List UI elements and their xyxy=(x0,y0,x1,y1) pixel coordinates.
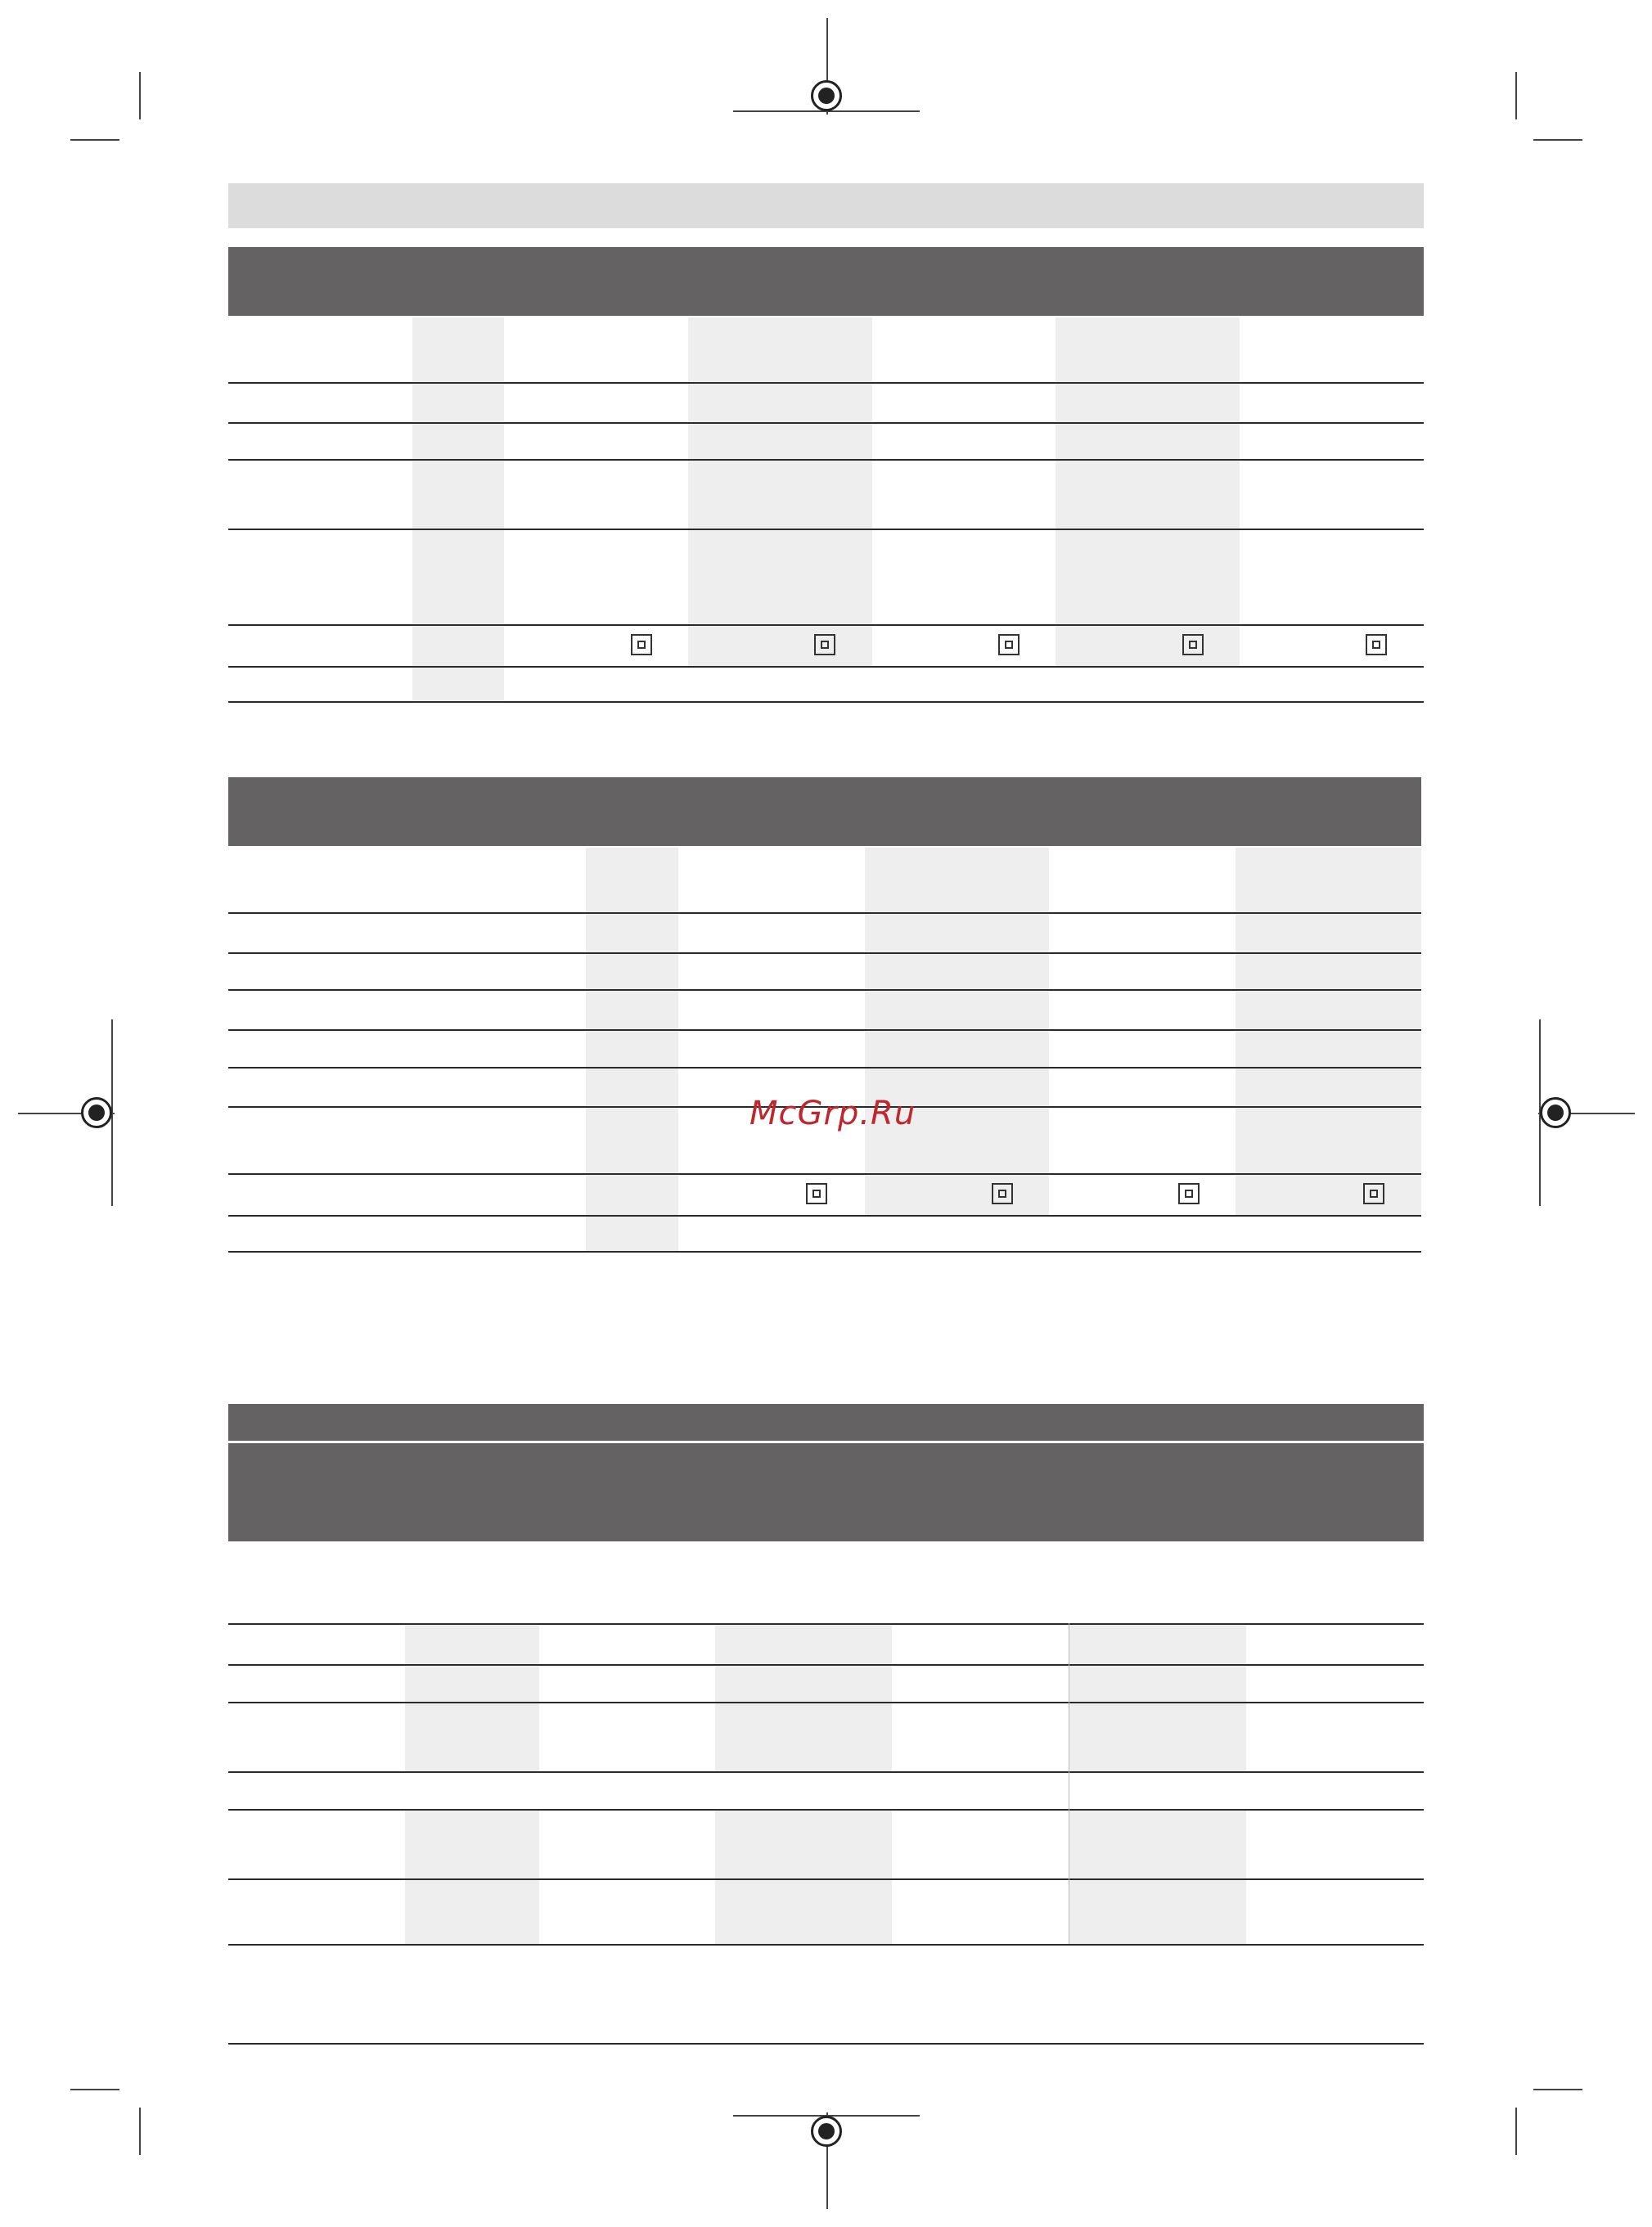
row-divider xyxy=(228,1623,1424,1625)
row-divider xyxy=(228,624,1424,626)
row-divider xyxy=(228,1771,1424,1773)
shaded-column xyxy=(405,1811,539,1945)
shaded-column xyxy=(865,848,1049,1216)
registration-mark-icon xyxy=(811,80,842,111)
registration-mark-icon xyxy=(811,2116,842,2147)
protection-class-ii-icon xyxy=(631,634,652,655)
protection-class-ii-icon xyxy=(1182,634,1204,655)
protection-class-ii-icon xyxy=(992,1183,1013,1204)
row-divider xyxy=(228,529,1424,530)
row-divider xyxy=(228,952,1421,954)
shaded-column xyxy=(715,1625,892,1772)
registration-mark-icon xyxy=(1540,1097,1571,1128)
row-divider xyxy=(228,1878,1424,1880)
row-divider xyxy=(228,1029,1421,1031)
row-divider xyxy=(228,1173,1421,1175)
row-divider xyxy=(228,382,1424,384)
crop-mark xyxy=(139,72,141,119)
table-header-lower xyxy=(228,1443,1424,1541)
shaded-column xyxy=(412,317,504,702)
shaded-column xyxy=(715,1811,892,1945)
registration-mark-icon xyxy=(81,1097,112,1128)
crop-mark xyxy=(1515,72,1517,119)
shaded-column xyxy=(1069,1625,1246,1772)
crop-mark xyxy=(70,139,119,141)
row-divider xyxy=(228,701,1424,703)
protection-class-ii-icon xyxy=(814,634,835,655)
watermark: McGrp.Ru xyxy=(749,1095,916,1132)
row-divider xyxy=(228,1215,1421,1217)
row-divider xyxy=(228,422,1424,424)
table-header xyxy=(228,247,1424,316)
protection-class-ii-icon xyxy=(998,634,1020,655)
row-divider xyxy=(228,459,1424,461)
table-header-upper xyxy=(228,1404,1424,1441)
protection-class-ii-icon xyxy=(1366,634,1387,655)
crop-mark xyxy=(1515,2108,1517,2155)
row-divider xyxy=(228,1067,1421,1069)
crop-mark xyxy=(139,2108,141,2155)
row-divider xyxy=(228,2043,1424,2045)
row-divider xyxy=(228,912,1421,914)
header-band xyxy=(228,183,1424,228)
protection-class-ii-icon xyxy=(1363,1183,1384,1204)
crop-mark xyxy=(70,2089,119,2090)
row-divider xyxy=(228,1809,1424,1811)
row-divider xyxy=(228,666,1424,668)
shaded-column xyxy=(405,1625,539,1772)
protection-class-ii-icon xyxy=(806,1183,827,1204)
shaded-column xyxy=(1056,317,1240,666)
crop-mark xyxy=(1533,139,1582,141)
shaded-column xyxy=(688,317,872,666)
shaded-column xyxy=(586,848,678,1252)
row-divider xyxy=(228,1251,1421,1253)
table-header xyxy=(228,777,1421,846)
shaded-column xyxy=(1069,1811,1246,1945)
protection-class-ii-icon xyxy=(1178,1183,1200,1204)
crop-mark xyxy=(1533,2089,1582,2090)
row-divider xyxy=(228,989,1421,991)
shaded-column xyxy=(1236,848,1421,1216)
row-divider xyxy=(228,1702,1424,1703)
row-divider xyxy=(228,1664,1424,1666)
row-divider xyxy=(228,1944,1424,1946)
